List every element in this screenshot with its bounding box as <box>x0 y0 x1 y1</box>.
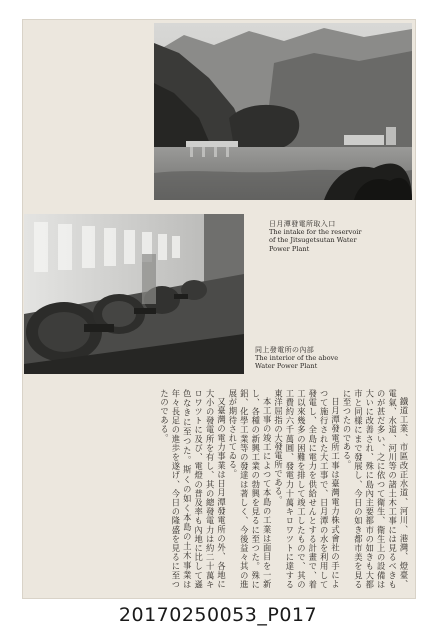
turbine-hall-graphic <box>24 214 244 374</box>
photo1-caption-english-line2: of the Jitsugetsutan Water <box>269 236 357 245</box>
reservoir-photo-graphic <box>154 23 412 200</box>
photo1-caption <box>269 220 409 253</box>
photo1-caption-english-line1: The intake for the reservoir <box>269 228 362 237</box>
photo2-caption-japanese: 同上發電所の內部 <box>255 346 315 354</box>
photo1-caption-english-line3: Power Plant <box>269 244 310 253</box>
body-paragraph: 本工事の竣工によつて本島の工業は面目を一新し、各種の新興工業の勃興を見るに至つた。殊に鋁、化學工業等の發達は著しく、今後益々其の進展が期待されてゐる。 <box>227 389 273 589</box>
body-paragraph: 鐵道工業、市區改正水道、河川、港灣、燈臺、電氣、水道、河川等の諸土木工事には見るべきものが甚だ多い、之に依つて衛生、衛生上の設備は大いに改善され、殊に島內主要都市の如きも大都市と同樣にまで發展し、今日の如き都市美を見るに至つたのである。 <box>341 389 409 589</box>
item-id-label: 20170250053_P017 <box>118 604 318 626</box>
photo-power-plant-interior <box>24 214 244 374</box>
document-page <box>23 20 415 598</box>
photo2-caption-english-line1: The interior of the above <box>255 354 339 363</box>
body-paragraph: 日月潭發電所工事は臺灣電力株式會社の手によつて施行された大工事で、日月潭の水を利用して發電し、全島に電力を供給せんとする計畫で、着工以來幾多の困難を排して竣工したもので、其の工費約六千萬圓、發電力十萬キロワツトに達する東洋屈指の大發電所である。 <box>273 389 341 589</box>
photo2-caption-english-line2: Water Power Plant <box>255 362 318 371</box>
photo-reservoir-intake <box>154 23 412 200</box>
photo2-caption <box>255 346 405 371</box>
body-paragraph: 又臺灣の電力事業は日月潭發電所の外、各地に大小の發電所を有し、其の總發電力は約二十萬キロワツトに及び、電燈の普及率も內地に比して遜色なきに至つた。斯くの如く本島の土木事業は年々長足の進歩を遂げ、今日の隆盛を見るに至つたのである。 <box>159 389 227 589</box>
vertical-body-text <box>29 389 409 589</box>
photo1-caption-japanese: 日月潭發電所取入口 <box>269 220 336 228</box>
